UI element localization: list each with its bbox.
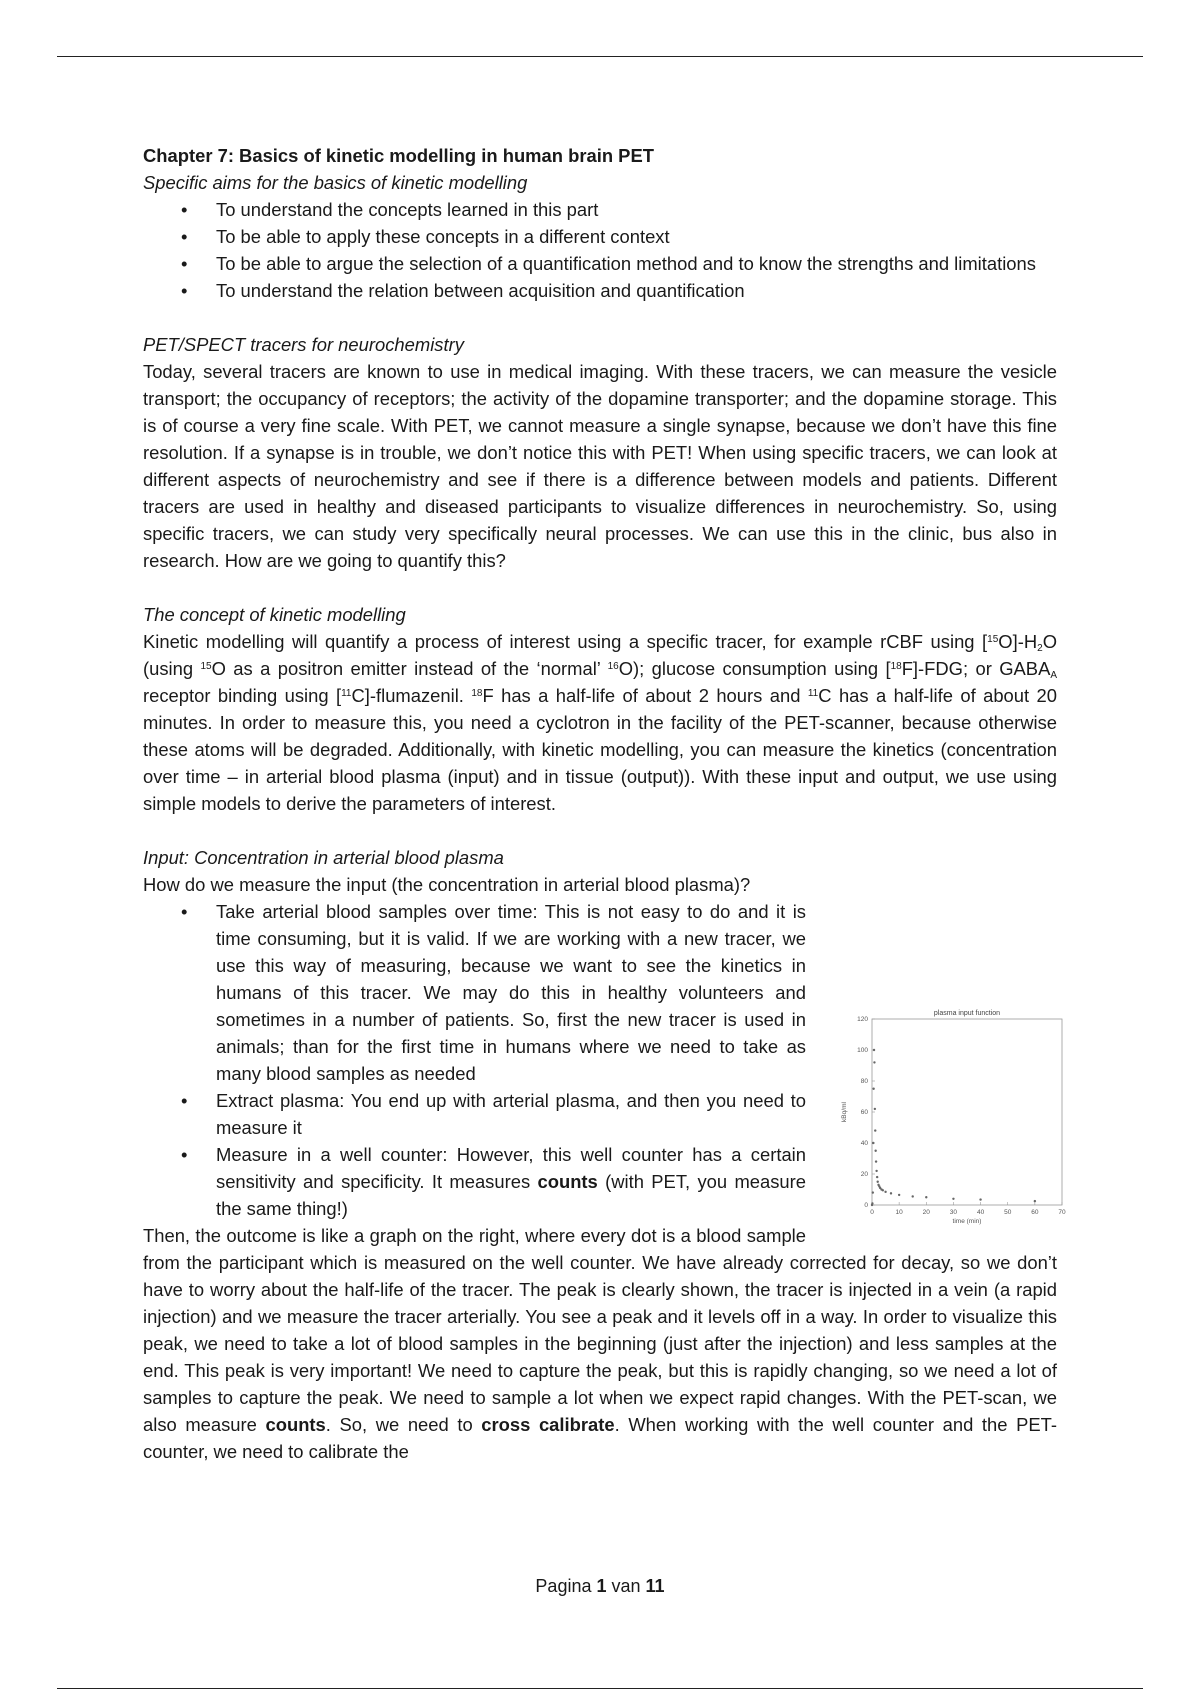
y-axis-label: kBq/ml — [841, 1102, 848, 1122]
list-item: • To understand the relation between acquisition and quantification — [143, 277, 1057, 304]
x-tick-label: 20 — [922, 1209, 930, 1216]
y-tick-label: 120 — [857, 1016, 868, 1023]
list-item: • Measure in a well counter: However, this well counter has a certain sensitivity and specificity. It measures counts (with PET, you measure the same thing!) — [143, 1141, 1057, 1222]
x-tick-label: 60 — [1031, 1209, 1039, 1216]
page-footer: Pagina 1 van 11 — [535, 1576, 665, 1596]
x-tick-label: 30 — [949, 1209, 958, 1216]
aims-heading: Specific aims for the basics of kinetic modelling — [143, 172, 528, 193]
input-question: How do we measure the input (the concentration in arterial blood plasma)? — [143, 874, 751, 895]
tracers-heading: PET/SPECT tracers for neurochemistry — [143, 334, 464, 355]
x-tick-label: 70 — [1058, 1209, 1066, 1216]
x-tick-label: 40 — [976, 1209, 985, 1216]
y-tick-label: 100 — [857, 1047, 868, 1054]
y-tick-label: 20 — [860, 1171, 868, 1178]
concept-heading: The concept of kinetic modelling — [143, 604, 406, 625]
aims-list — [143, 196, 1057, 304]
y-tick-label: 0 — [864, 1202, 868, 1209]
footer-rule — [57, 1688, 1143, 1689]
x-axis-label: time (min) — [952, 1218, 982, 1225]
chart-title: plasma input function — [933, 1010, 1001, 1017]
tracers-paragraph: Today, several tracers are known to use in medical imaging. With these tracers, we can measure the vesicle transport; the occupancy of receptors; the activity of the dopamine transporter; and the dopamine storage. This is of course a very fine scale. With PET, we cannot measure a single synapse, because we don’t have this fine resolution. If a synapse is in trouble, we don’t notice this with PET! When using specific tracers, we can look at different aspects of neurochemistry and see if there is a difference between models and patients. Different tracers are used in healthy and diseased participants to visualize differences in neurochemistry. So, using specific tracers, we can study very specifically neural processes. We can use this in the clinic, bus also in research. How are we going to quantify this? — [143, 361, 1057, 571]
x-tick-label: 50 — [1004, 1209, 1012, 1216]
page-content — [143, 142, 1066, 1465]
y-tick-label: 40 — [860, 1140, 868, 1147]
input-heading: Input: Concentration in arterial blood plasma — [143, 847, 504, 868]
list-item: • To understand the concepts learned in this part — [143, 196, 1057, 223]
page-number: 1 — [596, 1576, 607, 1596]
page-total: 11 — [645, 1576, 665, 1596]
list-item: • Extract plasma: You end up with arterial plasma, and then you need to measure it — [143, 1087, 1057, 1141]
y-tick-label: 60 — [860, 1109, 868, 1116]
list-item: • To be able to argue the selection of a quantification method and to know the strengths and limitations — [143, 250, 1057, 277]
y-tick-label: 80 — [860, 1078, 868, 1085]
list-item: • To be able to apply these concepts in a different context — [143, 223, 1057, 250]
x-tick-label: 10 — [895, 1209, 903, 1216]
outcome-paragraph: Then, the outcome is like a graph on the right, where every dot is a blood sample from the participant which is measured on the well counter. We have already corrected for decay, so we don’t have to worry about the half-life of the tracer. The peak is clearly shown, the tracer is injected in a vein (a rapid injection) and we measure the tracer arterially. You see a peak and it levels off in a way. In order to visualize this peak, we need to take a lot of blood samples in the beginning (just after the injection) and less samples at the end. This peak is very important! We need to capture the peak, but this is rapidly changing, so we need a lot of samples to capture the peak. We need to sample a lot when we expect rapid changes. With the PET-scan, we also measure counts. So, we need to cross calibrate. When working with the well counter and the PET-counter, we need to calibrate the — [143, 1225, 1057, 1462]
concept-paragraph: Kinetic modelling will quantify a process of interest using a specific tracer, for example rCBF using $[^{15}O]-H_2O$ (using $^{15}$O as a positron emitter instead of the ‘normal’ $^{16}$O); glucose consumption using [$^{18}$F]-FDG; or $GABA_A$ receptor binding using [$^{11}$C]-flumazenil. $^{18}$F has a half-life of about 2 hours and $^{11}$C has a half-life of about 20 minutes. In order to measure this, you need a cyclotron in the facility of the PET-scanner, because otherwise these atoms will be degraded. Additionally, with kinetic modelling, you can measure the kinetics (concentration over time – in arterial blood plasma (input) and in tissue (output)). With these input and output, we use using simple models to derive the parameters of interest. — [143, 631, 1058, 814]
header-rule — [57, 56, 1143, 57]
list-item: • Take arterial blood samples over time: This is not easy to do and it is time consuming, but it is valid. If we are working with a new tracer, we use this way of measuring, because we want to see the kinetics in humans of this tracer. We may do this in healthy volunteers and sometimes in a number of patients. So, first the new tracer is used in animals; than for the first time in humans where we need to take as many blood samples as needed — [143, 898, 1057, 1087]
chapter-title: Chapter 7: Basics of kinetic modelling in human brain PET — [143, 145, 654, 166]
input-list — [143, 898, 1057, 1222]
x-tick-label: 0 — [870, 1209, 874, 1216]
